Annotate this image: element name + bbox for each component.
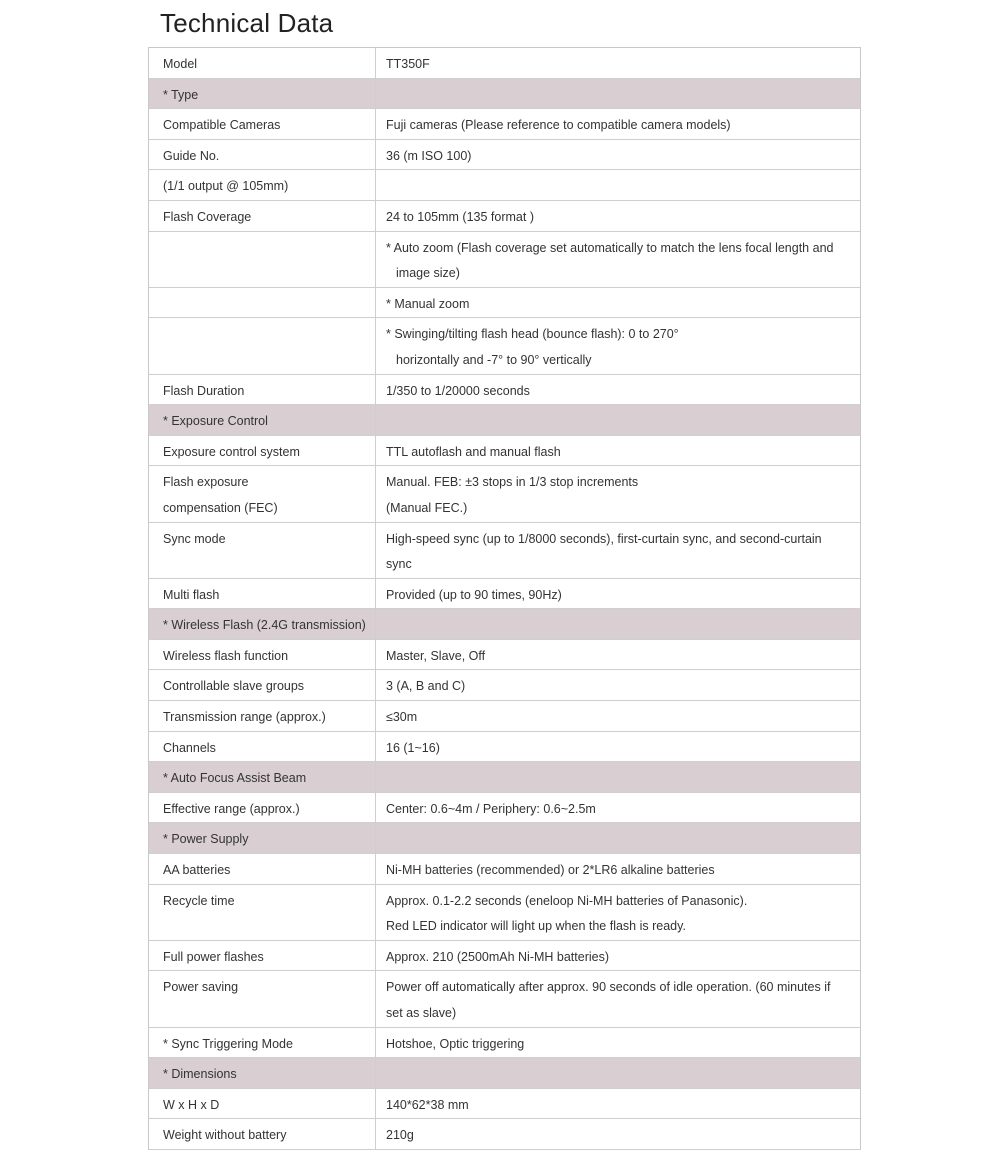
spec-value: Approx. 0.1-2.2 seconds (eneloop Ni-MH batteries of Panasonic).	[386, 893, 748, 908]
spec-value-cell	[376, 971, 860, 1026]
spec-value-cell	[376, 762, 860, 792]
table-row	[149, 1119, 860, 1150]
spec-value: image size)	[396, 266, 460, 281]
spec-value: * Manual zoom	[386, 296, 470, 311]
spec-value: Provided (up to 90 times, 90Hz)	[386, 587, 562, 602]
spec-value-cell	[376, 318, 860, 373]
spec-label: Wireless flash function	[163, 648, 289, 663]
section-header-row	[149, 79, 860, 110]
spec-value: 24 to 105mm (135 format )	[386, 209, 534, 224]
spec-label-cell	[149, 971, 376, 1026]
spec-label-cell	[149, 1058, 376, 1088]
spec-label-cell	[149, 701, 376, 731]
spec-value: Master, Slave, Off	[386, 648, 486, 663]
spec-label: Recycle time	[163, 893, 235, 908]
spec-value-cell	[376, 941, 860, 971]
spec-label: Transmission range (approx.)	[163, 710, 326, 725]
spec-value: 140*62*38 mm	[386, 1097, 469, 1112]
spec-label: * Exposure Control	[163, 414, 268, 429]
spec-label: Multi flash	[163, 587, 220, 602]
spec-value: Ni-MH batteries (recommended) or 2*LR6 alkaline batteries	[386, 863, 715, 878]
spec-label: * Auto Focus Assist Beam	[163, 771, 307, 786]
table-row	[149, 793, 860, 824]
spec-value-cell	[376, 854, 860, 884]
spec-value	[386, 766, 850, 792]
spec-value-cell	[376, 232, 860, 287]
spec-label: Full power flashes	[163, 949, 264, 964]
spec-label: Model	[163, 57, 198, 71]
spec-value: horizontally and -7° to 90° vertically	[396, 352, 592, 367]
spec-value-cell	[376, 793, 860, 823]
table-row	[149, 201, 860, 232]
spec-value-cell	[376, 375, 860, 405]
table-row	[149, 523, 860, 579]
spec-value-cell	[376, 201, 860, 231]
table-row	[149, 318, 860, 374]
spec-label: * Power Supply	[163, 832, 249, 847]
spec-label-cell	[149, 854, 376, 884]
section-header-row	[149, 823, 860, 854]
spec-label-cell	[149, 170, 376, 200]
table-row	[149, 701, 860, 732]
spec-value-cell	[376, 170, 860, 200]
table-row	[149, 140, 860, 171]
spec-value: * Auto zoom (Flash coverage set automatically to match the lens focal length and	[386, 240, 834, 255]
table-row	[149, 288, 860, 319]
table-row	[149, 1028, 860, 1059]
spec-value: 16 (1~16)	[386, 740, 440, 755]
spec-label: compensation (FEC)	[163, 500, 278, 515]
spec-value: Center: 0.6~4m / Periphery: 0.6~2.5m	[386, 801, 596, 816]
spec-label: Channels	[163, 740, 216, 755]
spec-label: * Sync Triggering Mode	[163, 1036, 293, 1051]
spec-value	[386, 613, 850, 639]
table-row	[149, 941, 860, 972]
spec-value-cell	[376, 701, 860, 731]
spec-label-cell	[149, 79, 376, 109]
spec-label-cell	[149, 732, 376, 762]
spec-label-cell	[149, 318, 376, 373]
spec-value	[386, 409, 850, 435]
spec-label-cell	[149, 109, 376, 139]
spec-value: 1/350 to 1/20000 seconds	[386, 383, 530, 398]
spec-label: * Dimensions	[163, 1067, 237, 1082]
spec-label-cell	[149, 232, 376, 287]
spec-value-cell	[376, 1119, 860, 1149]
spec-value-cell	[376, 109, 860, 139]
spec-value	[386, 827, 850, 853]
spec-value: * Swinging/tilting flash head (bounce flash): 0 to 270°	[386, 327, 679, 342]
spec-value: (Manual FEC.)	[386, 500, 468, 515]
table-row	[149, 375, 860, 406]
spec-value: TT350F	[386, 57, 430, 71]
spec-value-cell	[376, 640, 860, 670]
spec-label-cell	[149, 48, 376, 78]
spec-value: Fuji cameras (Please reference to compatible camera models)	[386, 118, 731, 133]
table-row	[149, 232, 860, 288]
spec-value-cell	[376, 1058, 860, 1088]
spec-label-cell	[149, 640, 376, 670]
table-row	[149, 109, 860, 140]
table-row	[149, 48, 860, 79]
spec-label-cell	[149, 523, 376, 578]
spec-label: Exposure control system	[163, 444, 300, 459]
section-header-row	[149, 1058, 860, 1089]
spec-label-cell	[149, 201, 376, 231]
spec-label-cell	[149, 579, 376, 609]
table-row	[149, 670, 860, 701]
spec-label	[163, 236, 375, 262]
spec-value: 210g	[386, 1128, 414, 1143]
table-row	[149, 732, 860, 763]
section-header-row	[149, 609, 860, 640]
spec-label-cell	[149, 762, 376, 792]
spec-label-cell	[149, 288, 376, 318]
spec-value-cell	[376, 288, 860, 318]
spec-value-cell	[376, 140, 860, 170]
spec-label: * Type	[163, 87, 199, 102]
spec-label-cell	[149, 1089, 376, 1119]
spec-value: sync	[386, 557, 412, 572]
spec-label-cell	[149, 941, 376, 971]
spec-label: AA batteries	[163, 863, 231, 878]
spec-label: W x H x D	[163, 1097, 220, 1112]
table-row	[149, 854, 860, 885]
spec-value	[386, 1062, 850, 1088]
spec-label-cell	[149, 793, 376, 823]
spec-label: Guide No.	[163, 148, 220, 163]
spec-label: * Wireless Flash (2.4G transmission)	[163, 618, 366, 633]
spec-value: Power off automatically after approx. 90 seconds of idle operation. (60 minutes if	[386, 980, 831, 995]
spec-value: set as slave)	[386, 1006, 457, 1020]
spec-label-cell	[149, 1028, 376, 1058]
section-header-row	[149, 405, 860, 436]
spec-label-cell	[149, 375, 376, 405]
spec-value-cell	[376, 436, 860, 466]
spec-value-cell	[376, 466, 860, 521]
spec-value-cell	[376, 609, 860, 639]
spec-label: Flash Duration	[163, 383, 245, 398]
spec-value-cell	[376, 823, 860, 853]
spec-value-cell	[376, 1089, 860, 1119]
table-row	[149, 640, 860, 671]
spec-label-cell	[149, 466, 376, 521]
spec-label: Effective range (approx.)	[163, 801, 300, 816]
spec-value-cell	[376, 885, 860, 940]
spec-label-cell	[149, 436, 376, 466]
spec-value-cell	[376, 1028, 860, 1058]
spec-label: Flash Coverage	[163, 209, 252, 224]
spec-label-cell	[149, 140, 376, 170]
section-header-row	[149, 762, 860, 793]
spec-value: ≤30m	[386, 710, 418, 725]
spec-label: Power saving	[163, 980, 239, 995]
spec-label: Weight without battery	[163, 1128, 287, 1143]
spec-label	[163, 322, 375, 348]
spec-label-cell	[149, 670, 376, 700]
spec-label: Sync mode	[163, 531, 226, 546]
spec-value-cell	[376, 405, 860, 435]
spec-value-cell	[376, 732, 860, 762]
spec-label: Flash exposure	[163, 475, 249, 490]
spec-label: Controllable slave groups	[163, 679, 305, 694]
spec-label-cell	[149, 823, 376, 853]
spec-value: 36 (m ISO 100)	[386, 148, 472, 163]
spec-value: Red LED indicator will light up when the flash is ready.	[386, 919, 686, 934]
spec-value-cell	[376, 48, 860, 78]
spec-value-cell	[376, 523, 860, 578]
spec-label-cell	[149, 1119, 376, 1149]
spec-value: Manual. FEB: ±3 stops in 1/3 stop increments	[386, 475, 639, 490]
spec-value: High-speed sync (up to 1/8000 seconds), first-curtain sync, and second-curtain	[386, 531, 822, 546]
technical-data-table	[148, 47, 861, 1150]
spec-value	[386, 83, 850, 109]
spec-label	[163, 292, 375, 318]
table-row	[149, 436, 860, 467]
table-row	[149, 885, 860, 941]
spec-label-cell	[149, 885, 376, 940]
spec-value: Approx. 210 (2500mAh Ni-MH batteries)	[386, 949, 610, 964]
spec-label: (1/1 output @ 105mm)	[163, 179, 289, 194]
spec-label-cell	[149, 405, 376, 435]
spec-value-cell	[376, 79, 860, 109]
table-row	[149, 971, 860, 1027]
spec-value: Hotshoe, Optic triggering	[386, 1036, 525, 1051]
page-title: Technical Data	[160, 8, 334, 38]
table-row	[149, 1089, 860, 1120]
table-row	[149, 170, 860, 201]
table-row	[149, 579, 860, 610]
spec-value: TTL autoflash and manual flash	[386, 444, 561, 459]
spec-value-cell	[376, 579, 860, 609]
spec-value-cell	[376, 670, 860, 700]
spec-value: 3 (A, B and C)	[386, 679, 466, 694]
spec-label-cell	[149, 609, 376, 639]
table-row	[149, 466, 860, 522]
spec-label: Compatible Cameras	[163, 118, 281, 133]
spec-value	[386, 174, 850, 200]
